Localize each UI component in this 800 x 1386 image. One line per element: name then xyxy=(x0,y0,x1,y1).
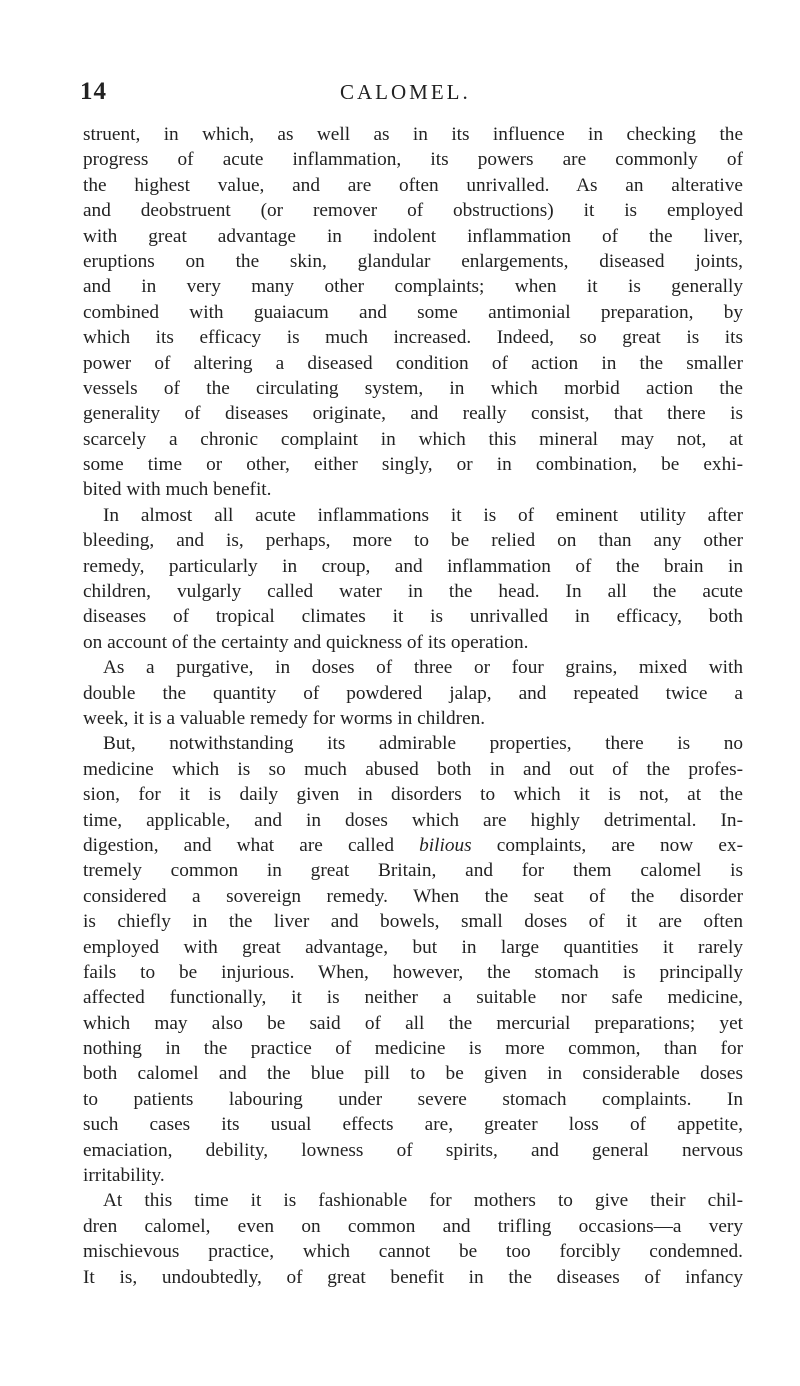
text-line: which its efficacy is much increased. Indeed, so great is its xyxy=(83,327,743,349)
text-line: diseases of tropical climates it is unrivalled in efficacy, both xyxy=(83,606,743,628)
text-line: with great advantage in indolent inflammation of the liver, xyxy=(83,225,743,247)
text-line: fails to be injurious. When, however, the stomach is principally xyxy=(83,961,743,983)
text-line: vessels of the circulating system, in which morbid action the xyxy=(83,377,743,399)
text-line: eruptions on the skin, glandular enlargements, diseased joints, xyxy=(83,250,743,272)
text-line: double the quantity of powdered jalap, and repeated twice a xyxy=(83,682,743,704)
text-segment: digestion, and what are called xyxy=(83,834,420,856)
text-line: employed with great advantage, but in large quantities it rarely xyxy=(83,936,743,958)
text-line: considered a sovereign remedy. When the seat of the disorder xyxy=(83,885,743,907)
text-line: struent, in which, as well as in its influence in checking the xyxy=(83,124,743,145)
text-line: on account of the certainty and quickness of its operation. xyxy=(83,631,529,653)
running-title: CALOMEL. xyxy=(340,80,471,104)
text-line: sion, for it is daily given in disorders to which it is not, at the xyxy=(83,784,743,806)
text-line: As a purgative, in doses of three or four grains, mixed with xyxy=(103,657,743,679)
text-line: both calomel and the blue pill to be given in considerable doses xyxy=(83,1063,743,1085)
text-line: remedy, particularly in croup, and inflammation of the brain in xyxy=(83,555,743,577)
text-line: the highest value, and are often unrivalled. As an alterative xyxy=(83,174,743,196)
text-line: nothing in the practice of medicine is more common, than for xyxy=(83,1038,743,1060)
text-line: which may also be said of all the mercurial preparations; yet xyxy=(83,1012,743,1034)
text-line: At this time it is fashionable for mothers to give their chil- xyxy=(103,1190,743,1212)
text-line: combined with guaiacum and some antimonial preparation, by xyxy=(83,301,743,323)
text-line: and deobstruent (or remover of obstructions) it is employed xyxy=(83,200,743,222)
text-line-mixed xyxy=(83,833,743,858)
text-line: irritability. xyxy=(83,1165,165,1187)
text-line: emaciation, debility, lowness of spirits, and general nervous xyxy=(83,1139,743,1161)
italic-term: bilious xyxy=(419,834,472,856)
text-line: dren calomel, even on common and trifling occasions—a very xyxy=(83,1215,743,1237)
text-line: children, vulgarly called water in the head. In all the acute xyxy=(83,581,743,603)
text-line: is chiefly in the liver and bowels, small doses of it are often xyxy=(83,911,743,933)
text-line: tremely common in great Britain, and for them calomel is xyxy=(83,860,743,882)
running-head xyxy=(80,78,730,108)
text-segment: complaints, are now ex- xyxy=(471,834,743,856)
text-line: bleeding, and is, perhaps, more to be relied on than any other xyxy=(83,530,743,552)
text-line: time, applicable, and in doses which are highly detrimental. In- xyxy=(83,809,743,831)
text-line: to patients labouring under severe stomach complaints. In xyxy=(83,1088,743,1110)
text-line: But, notwithstanding its admirable properties, there is no xyxy=(103,733,743,755)
text-line: affected functionally, it is neither a suitable nor safe medicine, xyxy=(83,987,743,1009)
text-line: and in very many other complaints; when it is generally xyxy=(83,276,743,298)
text-line: some time or other, either singly, or in combination, be exhi- xyxy=(83,454,743,476)
text-line: progress of acute inflammation, its powers are commonly of xyxy=(83,149,743,171)
body-text xyxy=(83,122,743,1290)
text-line: mischievous practice, which cannot be too forcibly condemned. xyxy=(83,1241,743,1263)
text-line: week, it is a valuable remedy for worms in children. xyxy=(83,707,486,729)
text-line: It is, undoubtedly, of great benefit in the diseases of infancy xyxy=(83,1266,743,1288)
text-line: In almost all acute inflammations it is of eminent utility after xyxy=(103,504,743,526)
text-line: generality of diseases originate, and really consist, that there is xyxy=(83,403,743,425)
text-line: such cases its usual effects are, greater loss of appetite, xyxy=(83,1114,743,1136)
text-line: scarcely a chronic complaint in which this mineral may not, at xyxy=(83,428,743,450)
page-number: 14 xyxy=(80,78,107,105)
text-line: power of altering a diseased condition of action in the smaller xyxy=(83,352,743,374)
text-line: medicine which is so much abused both in and out of the profes- xyxy=(83,758,743,780)
text-line: bited with much benefit. xyxy=(83,479,272,501)
